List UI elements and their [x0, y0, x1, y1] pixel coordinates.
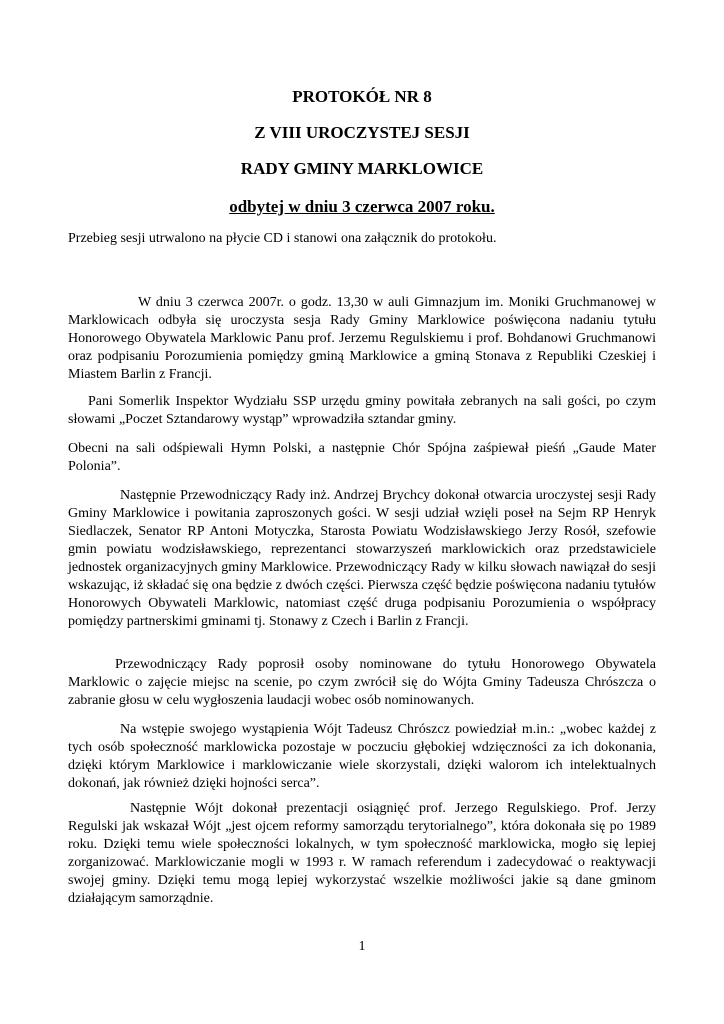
page-number: 1: [358, 939, 366, 954]
paragraph-session-opening: Następnie Przewodniczący Rady inż. Andrzej Brychcy dokonał otwarcia uroczystej sesji Rady Gminy Marklowice i powitania zaproszonych gości. W sesji udział wzięli poseł na Sejm RP Henryk Siedlaczek, Senator RP Antoni Motyczka, Starosta Powiatu Wodzisławskiego Jerzy Rosół, szefowie gmin powiatu wodzisławskiego, reprezentanci stowarzyszeń marklowickich oraz przedstawiciele jednostek organizacyjnych gminy Marklowice. Przewodniczący Rady w kilku słowach nawiązał do sesji wskazując, iż składać się ona będzie z dwóch części. Pierwsza część będzie poświęcona nadaniu tytułów Honorowych Obywateli Marklowic, natomiast część druga podpisaniu Porozumienia o współpracy pomiędzy partnerskimi gminami tj. Stonawy z Czech i Barlin z Francji.: [68, 488, 656, 629]
paragraph-opening: W dniu 3 czerwca 2007r. o godz. 13,30 w auli Gimnazjum im. Moniki Gruchmanowej w Marklowicach odbyła się uroczysta sesja Rady Gminy Marklowice poświęcona nadaniu tytułu Honorowego Obywatela Marklowic Panu prof. Jerzemu Regulskiemu i prof. Bohdanowi Gruchmanowi oraz podpisaniu Porozumienia pomiędzy gminą Marklowice a gminą Stonava z Republiki Czeskiej i Miastem Barlin z Francji.: [68, 295, 656, 382]
paragraph-mayor-speech: Na wstępie swojego wystąpienia Wójt Tadeusz Chrószcz powiedział m.in.: „wobec każdej z tych osób społeczność marklowicka pozostaje w poczuciu głębokiej wdzięczności za ich dokonania, dzięki którym Marklowice i marklowiczanie wiele skorzystali, dzięki walorom ich intelektualnych dokonań, jak również dzięki hojności serca”.: [68, 722, 656, 791]
session-date-heading: odbytej w dniu 3 czerwca 2007 roku.: [229, 197, 495, 216]
session-subtitle: Z VIII UROCZYSTEJ SESJI: [254, 123, 470, 142]
recording-note: Przebieg sesji utrwalono na płycie CD i stanowi ona załącznik do protokołu.: [68, 231, 497, 246]
paragraph-nominees: Przewodniczący Rady poprosił osoby nominowane do tytułu Honorowego Obywatela Marklowic o zajęcie miejsc na scenie, po czym zwrócił się do Wójta Gminy Tadeusza Chrószcza o zabranie głosu w celu wygłoszenia laudacji wobec osób nominowanych.: [68, 657, 656, 708]
protocol-title: PROTOKÓŁ NR 8: [292, 87, 432, 106]
paragraph-anthem: Obecni na sali odśpiewali Hymn Polski, a następnie Chór Spójna zaśpiewał pieśń „Gaude Mater Polonia”.: [68, 441, 656, 474]
paragraph-regulski: Następnie Wójt dokonał prezentacji osiągnięć prof. Jerzego Regulskiego. Prof. Jerzy Regulski jak wskazał Wójt „jest ojcem reformy samorządu terytorialnego”, która dokonała się po 1989 roku. Dzięki temu wiele społeczności lokalnych, w tym społeczność marklowicka, mogło się lepiej zorganizować. Marklowiczanie mogli w 1993 r. W ramach referendum i zadecydować o reaktywacji swojej gminy. Dzięki temu mogą lepiej wykorzystać wszelkie możliwości jakie są dane gminom działającym samorządnie.: [68, 801, 656, 906]
paragraph-welcome: Pani Somerlik Inspektor Wydziału SSP urzędu gminy powitała zebranych na sali gości, po czym słowami „Poczet Sztandarowy wystąp” wprowadziła sztandar gminy.: [68, 394, 656, 427]
council-subtitle: RADY GMINY MARKLOWICE: [240, 159, 484, 178]
